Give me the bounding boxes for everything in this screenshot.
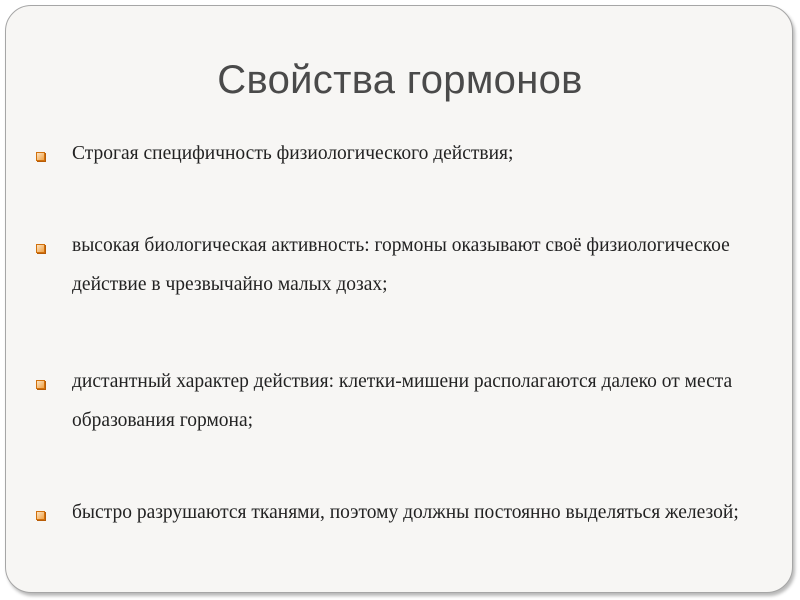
square-bullet-icon [36,152,45,161]
square-bullet-icon [36,380,45,389]
square-bullet-icon [36,244,45,253]
slide-frame [5,5,793,593]
square-bullet-icon [36,511,45,520]
bullet-text: быстро разрушаются тканями, поэтому должны постоянно выделяться железой; [72,502,739,523]
bullet-text: высокая биологическая активность: гормоны оказывают своё физиологическое действие в чрезвычайно малых дозах; [72,235,730,295]
bullet-text: Строгая специфичность физиологического действия; [72,143,514,164]
bullet-text: дистантный характер действия: клетки-мишени располагаются далеко от места образования гормона; [72,371,733,431]
slide-title: Свойства гормонов [217,58,583,102]
